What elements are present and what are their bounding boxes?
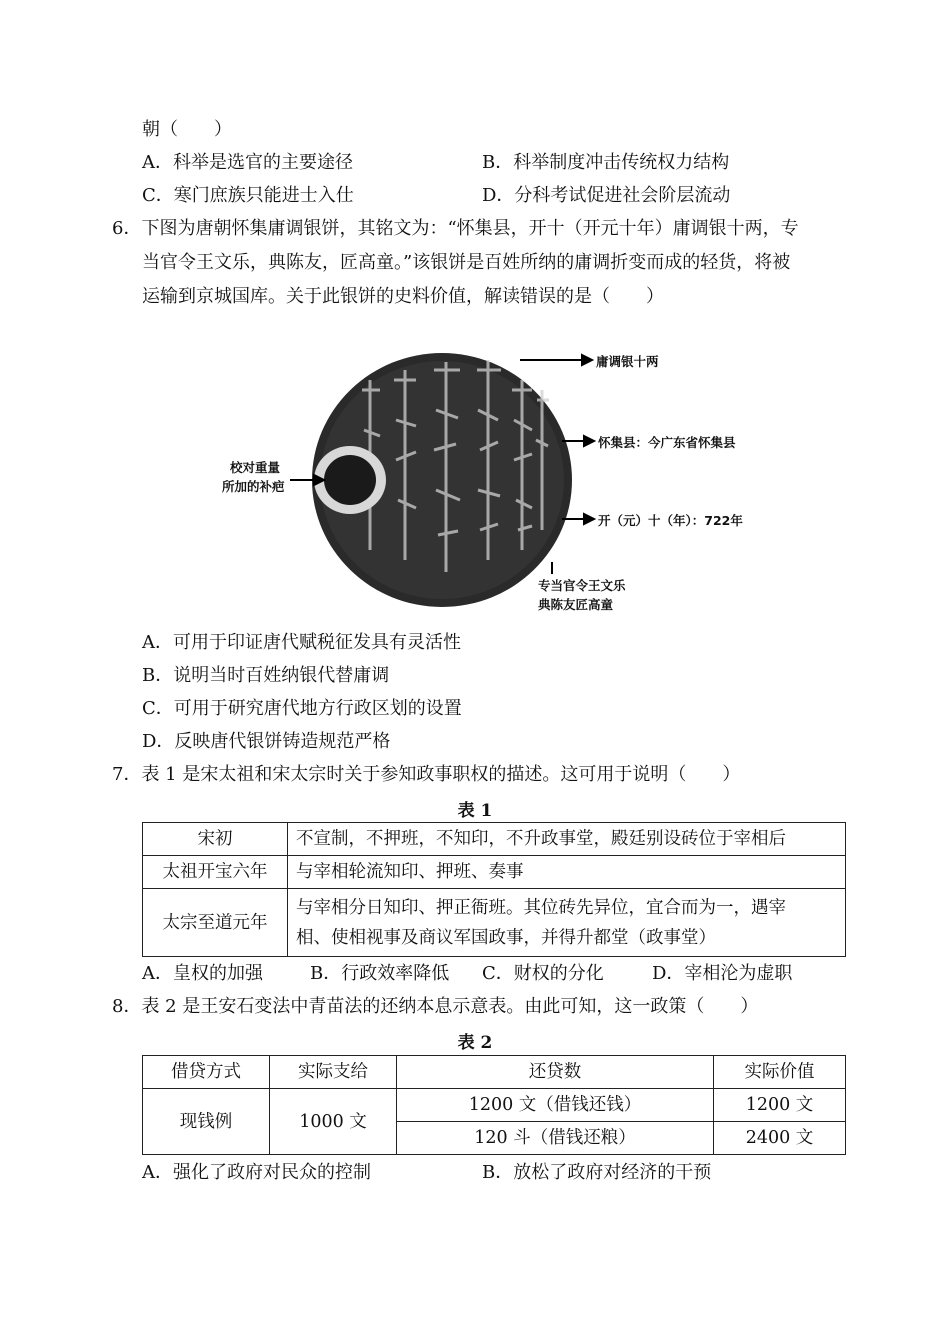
table-2-value: 1200 文 <box>714 1089 846 1122</box>
table-2-header: 实际价值 <box>714 1056 846 1089</box>
q6-stem-line-2: 当官令王文乐，典陈友，匠高童。”该银饼是百姓所纳的庸调折变而成的轻货，将被 <box>142 252 791 273</box>
table-2-value: 2400 文 <box>714 1122 846 1155</box>
q6-option-a: A．可用于印证唐代赋税征发具有灵活性 <box>142 632 461 653</box>
label-huaiji: 怀集县：今广东省怀集县 <box>598 435 736 450</box>
q6-option-b: B．说明当时百姓纳银代替庸调 <box>142 665 390 686</box>
table-row <box>143 1089 846 1122</box>
q7-stem: 7．表 1 是宋太祖和宋太宗时关于参知政事职权的描述。这可用于说明（ ） <box>112 764 741 785</box>
q8-option-b: B．放松了政府对经济的干预 <box>482 1162 712 1183</box>
table-1-caption: 表 1 <box>457 801 493 821</box>
q7-option-d: D．宰相沦为虚职 <box>652 963 793 984</box>
table-2-caption: 表 2 <box>457 1033 493 1053</box>
q5-option-d: D．分科考试促进社会阶层流动 <box>482 185 731 206</box>
label-patch-2: 所加的补疤 <box>222 479 285 494</box>
table-1 <box>142 822 846 957</box>
q8-option-a: A．强化了政府对民众的控制 <box>142 1162 371 1183</box>
table-row <box>143 823 846 856</box>
table-1-period: 太祖开宝六年 <box>143 856 288 889</box>
q7-option-a: A．皇权的加强 <box>142 963 263 984</box>
label-patch-1: 校对重量 <box>230 460 281 475</box>
table-1-desc: 与宰相轮流知印、押班、奏事 <box>288 856 846 889</box>
q6-option-c: C．可用于研究唐代地方行政区划的设置 <box>142 698 462 719</box>
label-officials-2: 典陈友匠高童 <box>538 597 614 612</box>
q5-option-b: B．科举制度冲击传统权力结构 <box>482 152 730 173</box>
table-2-header: 实际支给 <box>270 1056 397 1089</box>
table-1-desc-line: 相、使相视事及商议军国政事，并得升都堂（政事堂） <box>296 927 716 948</box>
table-2-repay: 120 斗（借钱还粮） <box>397 1122 714 1155</box>
silver-cake-illustration <box>222 330 782 620</box>
q6-option-d: D．反映唐代银饼铸造规范严格 <box>142 731 391 752</box>
label-yongdiao: 庸调银十两 <box>596 354 659 369</box>
q6-stem-line-1: 6．下图为唐朝怀集庸调银饼，其铭文为：“怀集县，开十（开元十年）庸调银十两，专 <box>112 218 799 239</box>
table-row <box>143 889 846 957</box>
table-1-period: 宋初 <box>143 823 288 856</box>
table-2-given: 1000 文 <box>270 1089 397 1155</box>
table-2-method: 现钱例 <box>143 1089 270 1155</box>
q5-stem-tail: 朝（ ） <box>142 119 232 140</box>
q6-stem-line-3: 运输到京城国库。关于此银饼的史料价值，解读错误的是（ ） <box>142 286 664 307</box>
q5-option-a: A．科举是选官的主要途径 <box>142 152 353 173</box>
table-1-desc-line: 与宰相分日知印、押正衙班。其位砖先异位，宜合而为一，遇宰 <box>296 897 786 918</box>
table-row <box>143 856 846 889</box>
table-1-desc <box>288 889 846 957</box>
table-row <box>143 1056 846 1089</box>
q5-option-c: C．寒门庶族只能进士入仕 <box>142 185 354 206</box>
table-2 <box>142 1055 846 1155</box>
silver-cake-figure <box>222 330 782 620</box>
label-officials-1: 专当官令王文乐 <box>538 578 626 593</box>
q7-option-c: C．财权的分化 <box>482 963 604 984</box>
q8-stem: 8．表 2 是王安石变法中青苗法的还纳本息示意表。由此可知，这一政策（ ） <box>112 996 759 1017</box>
table-1-desc: 不宣制，不押班，不知印，不升政事堂，殿廷别设砖位于宰相后 <box>288 823 846 856</box>
table-1-period: 太宗至道元年 <box>143 889 288 957</box>
table-2-repay: 1200 文（借钱还钱） <box>397 1089 714 1122</box>
table-2-header: 借贷方式 <box>143 1056 270 1089</box>
table-2-header: 还贷数 <box>397 1056 714 1089</box>
q7-option-b: B．行政效率降低 <box>310 963 450 984</box>
label-year: 开（元）十（年）：722年 <box>598 513 743 528</box>
